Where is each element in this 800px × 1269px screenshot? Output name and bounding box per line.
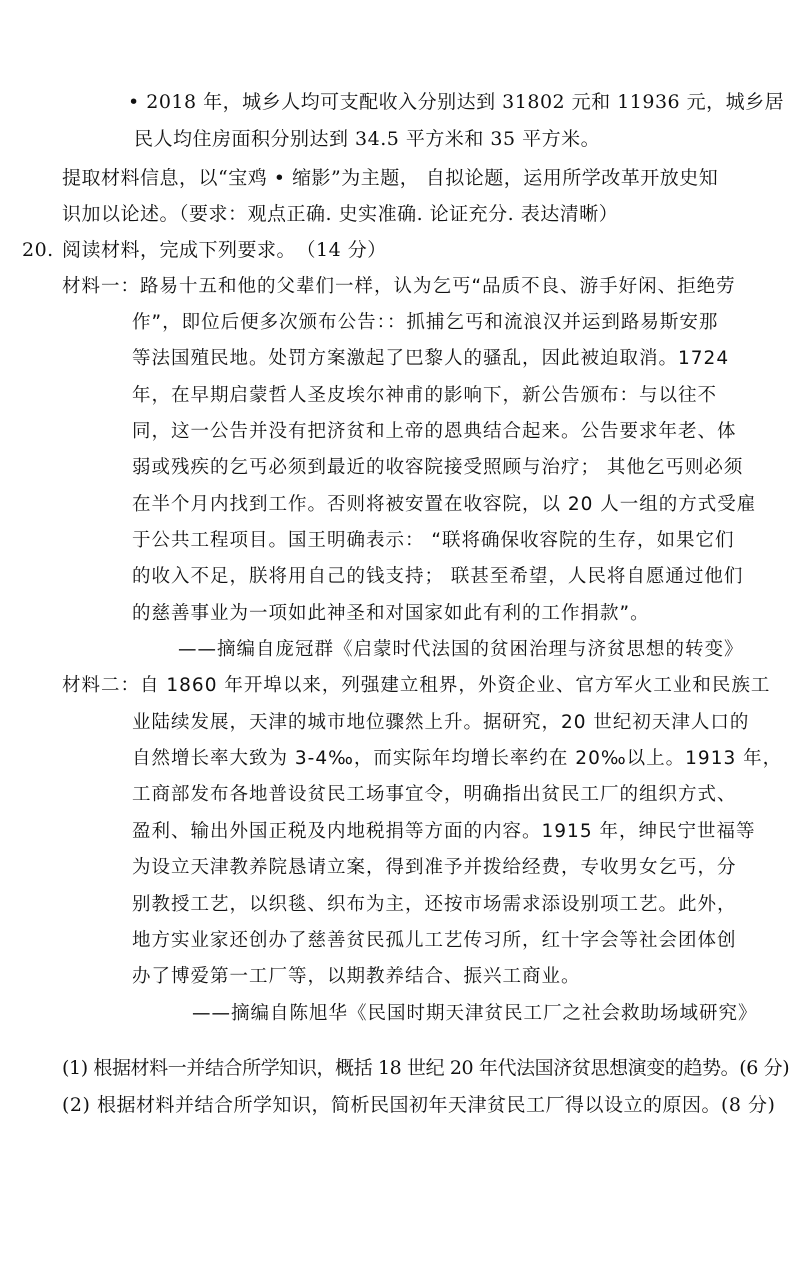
question-20-heading bbox=[22, 238, 387, 262]
task-line-2: 识加以论述。（要求：观点正确. 史实准确. 论证充分. 表达清晰） bbox=[62, 203, 619, 225]
material-1-line-6: 弱或残疾的乞丐必须到最近的收容院接受照顾与治疗； 其他乞丐则必须 bbox=[132, 457, 744, 478]
material-2-line-8: 地方实业家还创办了慈善贫民孤儿工艺传习所，红十字会等社会团体创 bbox=[132, 930, 737, 951]
material-2-line-6: 为设立天津教养院恳请立案，得到准予并拨给经费，专收男女乞丐，分 bbox=[132, 857, 737, 878]
task-line-1: 提取材料信息，以“宝鸡 • 缩影”为主题， 自拟论题，运用所学改革开放史知 bbox=[62, 167, 719, 189]
material-2-line-7: 别教授工艺，以织毯、织布为主，还按市场需求添设别项工艺。此外， bbox=[132, 894, 737, 915]
material-1-line-9: 的收入不足，朕将用自己的钱支持； 联甚至希望，人民将自愿通过他们 bbox=[132, 566, 744, 587]
intro-line-1: • 2018 年，城乡人均可支配收入分别达到 31802 元和 11936 元，城乡居 bbox=[128, 91, 785, 113]
material-1-line-10: 的慈善事业为一项如此神圣和对国家如此有利的工作捐款”。 bbox=[132, 603, 650, 624]
question-instruction: 阅读材料，完成下列要求。 （14 分） bbox=[62, 239, 387, 261]
material-2-line-3: 自然增长率大致为 3-4‰，而实际年均增长率约在 20‰以上。1913 年， bbox=[132, 748, 783, 769]
material-2-line-4: 工商部发布各地普设贫民工场事宜令，明确指出贫民工厂的组织方式、 bbox=[132, 784, 737, 805]
material-1-line-5: 同，这一公告并没有把济贫和上帝的恩典结合起来。公告要求年老、体 bbox=[132, 421, 737, 442]
intro-line-2: 民人均住房面积分别达到 34.5 平方米和 35 平方米。 bbox=[134, 128, 601, 150]
sub-question-2: (2) 根据材料并结合所学知识，简析民国初年天津贫民工厂得以设立的原因。(8 分) bbox=[62, 1094, 776, 1116]
material-1-line-4: 年，在早期启蒙哲人圣皮埃尔神甫的影响下，新公告颁布：与以往不 bbox=[132, 385, 718, 406]
material-1-line-2: 作”，即位后便多次颁布公告：：抓捕乞丐和流浪汉并运到路易斯安那 bbox=[132, 312, 719, 333]
material-1-line-7: 在半个月内找到工作。否则将被安置在收容院，以 20 人一组的方式受雇 bbox=[132, 494, 757, 515]
material-1-source: ——摘编自庞冠群《启蒙时代法国的贫困治理与济贫思想的转变》 bbox=[178, 639, 744, 660]
material-2-line-1: 材料二：自 1860 年开埠以来，列强建立租界，外资企业、官方军火工业和民族工 bbox=[62, 675, 771, 696]
question-number: 20. bbox=[22, 239, 54, 261]
material-1-line-1: 材料一：路易十五和他的父辈们一样，认为乞丐“品质不良、游手好闲、拒绝劳 bbox=[62, 276, 736, 297]
sub-question-1: (1) 根据材料一并结合所学知识，概括 18 世纪 20 年代法国济贫思想演变的趋势。(6 分) bbox=[62, 1057, 790, 1079]
material-2-line-5: 盈利、输出外国正税及内地税捐等方面的内容。1915 年，绅民宁世福等 bbox=[132, 821, 756, 842]
material-2-line-2: 业陆续发展，天津的城市地位骤然上升。据研究，20 世纪初天津人口的 bbox=[132, 712, 750, 733]
material-2-line-9: 办了博爱第一工厂等，以期教养结合、振兴工商业。 bbox=[132, 966, 581, 987]
material-1-line-3: 等法国殖民地。处罚方案激起了巴黎人的骚乱，因此被迫取消。1724 bbox=[132, 348, 730, 369]
material-1-line-8: 于公共工程项目。国王明确表示： “联将确保收容院的生存，如果它们 bbox=[132, 530, 735, 551]
material-2-source: ——摘编自陈旭华《民国时期天津贫民工厂之社会救助场域研究》 bbox=[192, 1003, 758, 1024]
